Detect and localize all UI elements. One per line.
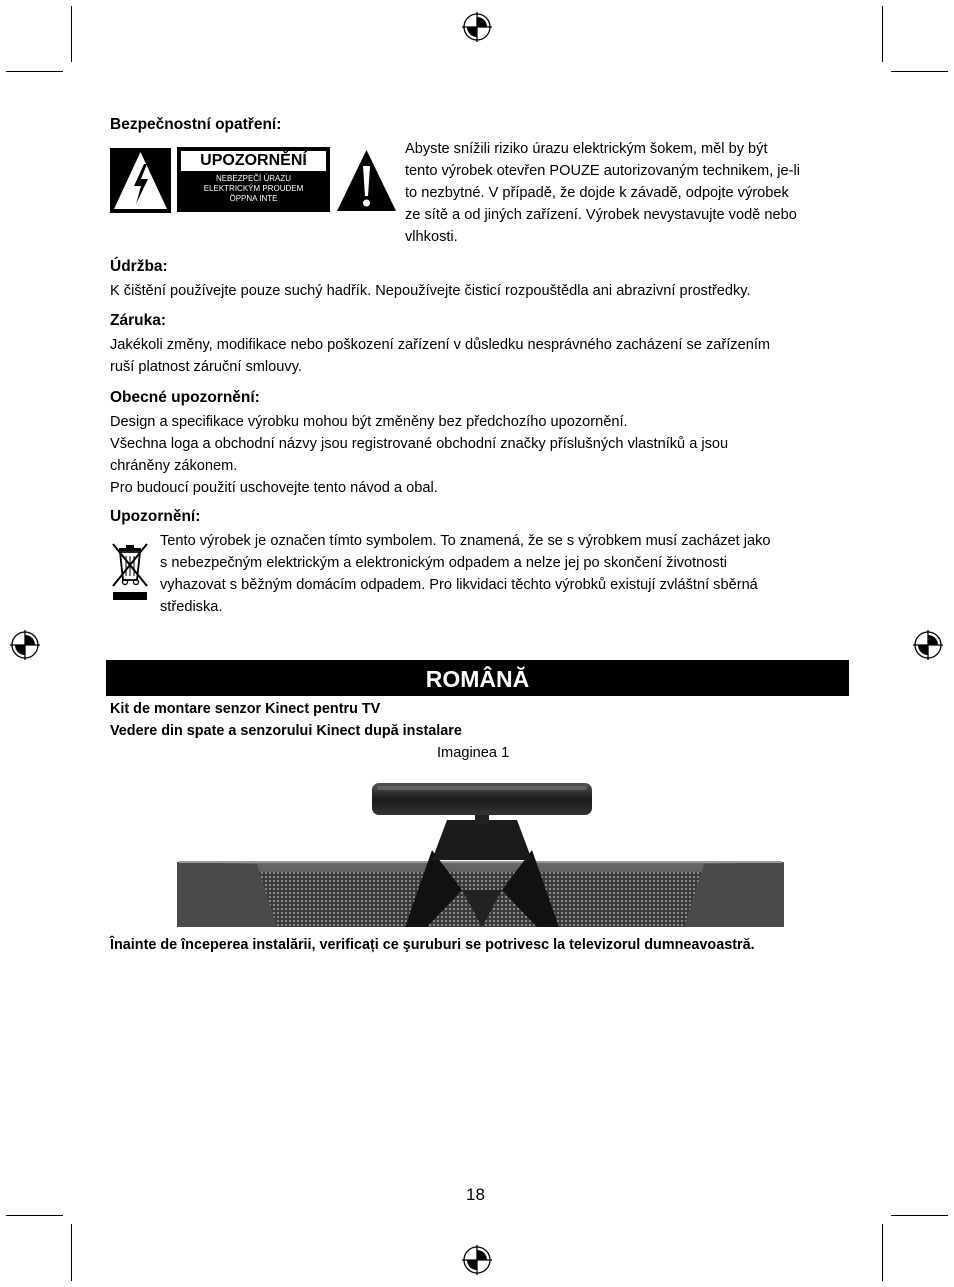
caution-label [177,147,330,212]
text-line: tento výrobek otevřen POUZE autorizovaným technikem, je-li [405,163,801,179]
caution-label-line: ÖPPNA INTE [229,194,278,203]
exclamation-warning-icon [336,148,397,213]
crop-mark [882,1224,883,1281]
crop-mark [6,71,63,72]
notice-text [160,530,771,618]
page-number: 18 [466,1185,485,1204]
crop-mark [71,6,72,62]
caution-label-line: NEBEZPEČÍ ÚRAZU [215,174,292,183]
crop-mark [882,6,883,62]
text-line: to nezbytné. V případě, že dojde k závadě, odpojte výrobek [405,185,789,201]
language-banner: ROMÂNĂ [106,660,849,696]
text-line: Abyste snížili riziko úrazu elektrickým šokem, měl by být [405,141,768,157]
crop-mark [71,1224,72,1281]
text-line: Tento výrobek je označen tímto symbolem. To znamená, že se s výrobkem musí zacházet jako [160,533,771,549]
text-line: Všechna loga a obchodní názvy jsou registrované obchodní značky příslušných vlastníků a jsou [110,436,729,452]
text-line: ze sítě a od jiných zařízení. Výrobek nevystavujte vodě nebo [405,207,797,223]
caution-label-title: UPOZORNĚNÍ [181,151,326,171]
electric-shock-warning-icon [110,148,171,213]
registration-mark-icon [10,630,40,660]
safety-text [405,138,800,248]
text-line: s nebezpečným elektrickým a elektronickým odpadem a nelze jej po skončení životnosti [160,555,727,571]
crop-mark [891,71,948,72]
figure-caption: Imaginea 1 [437,745,510,761]
general-notice-text [110,411,728,499]
crop-mark [891,1215,948,1216]
product-title: Kit de montare senzor Kinect pentru TV [110,701,381,717]
text-line: Pro budoucí použití uschovejte tento návod a obal. [110,480,438,496]
weee-bin-icon [110,540,150,602]
text-line: vyhazovat s běžným domácím odpadem. Pro likvidaci těchto výrobků existují zvláštní sběrná [160,577,758,593]
product-subtitle: Vedere din spate a senzorului Kinect după instalare [110,723,462,739]
crop-mark [6,1215,63,1216]
caution-label-line: ELEKTRICKÝM PROUDEM [203,184,304,193]
text-line: střediska. [160,599,223,615]
general-notice-heading: Obecné upozornění: [110,389,260,406]
text-line: K čištění používejte pouze suchý hadřík. Nepoužívejte čisticí rozpouštědla ani abrazivní prostředky. [110,283,751,299]
text-line: Design a specifikace výrobku mohou být změněny bez předchozího upozornění. [110,414,628,430]
text-line: ruší platnost záruční smlouvy. [110,359,302,375]
registration-mark-icon [913,630,943,660]
maintenance-text [110,280,751,302]
text-line: Jakékoli změny, modifikace nebo poškození zařízení v důsledku nesprávného zacházení se zařízením [110,337,771,353]
text-line: vlhkosti. [405,229,458,245]
warranty-heading: Záruka: [110,312,166,329]
kinect-mount-photo [177,780,784,927]
warranty-text [110,334,770,378]
notice-heading: Upozornění: [110,508,201,525]
registration-mark-icon [462,1245,492,1275]
registration-mark-icon [462,12,492,42]
safety-heading: Bezpečnostní opatření: [110,116,282,133]
maintenance-heading: Údržba: [110,258,168,275]
installation-note: Înainte de începerea instalării, verificați ce şuruburi se potrivesc la televizorul dumneavoastră. [110,937,755,953]
text-line: chráněny zákonem. [110,458,238,474]
